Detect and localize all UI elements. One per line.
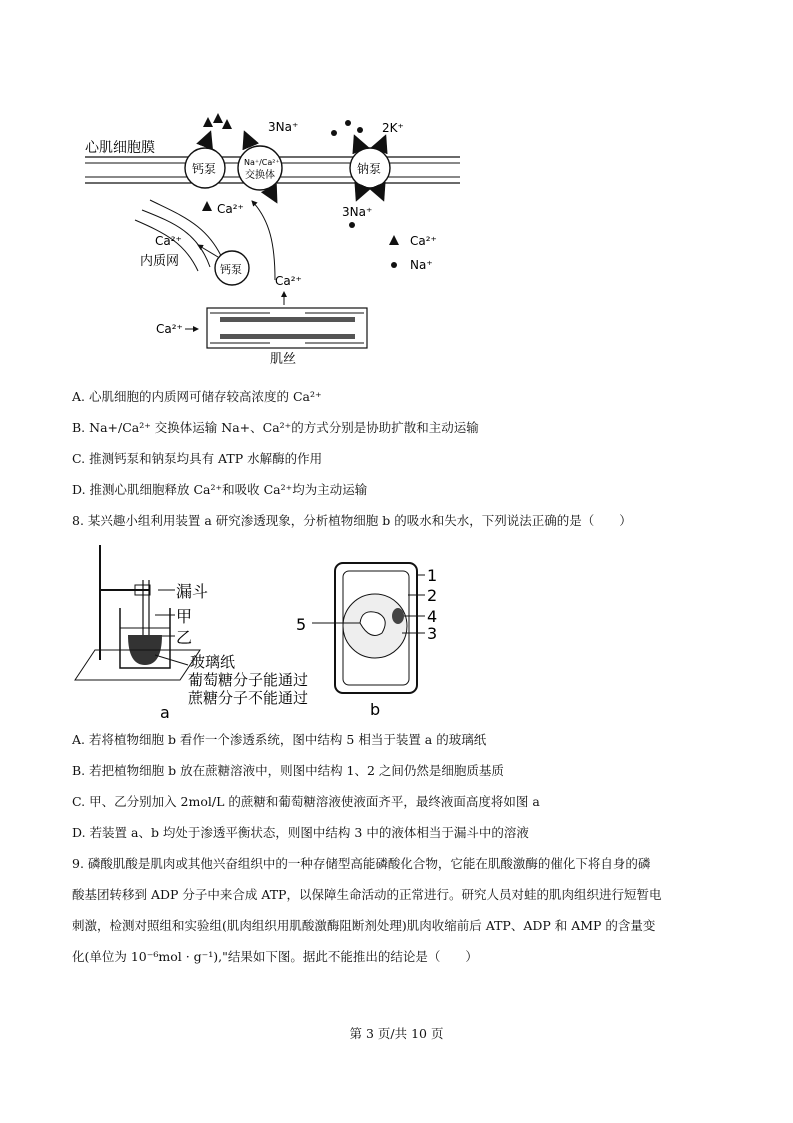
na-dot-icon — [345, 120, 351, 126]
q7-option-c: C. 推测钙泵和钠泵均具有 ATP 水解酶的作用 — [72, 451, 323, 466]
membrane-label: 心肌细胞膜 — [85, 140, 155, 156]
struct-2-label: 2 — [427, 586, 438, 605]
ca-in-label: Ca²⁺ — [217, 202, 244, 216]
legend-ca: Ca²⁺ — [410, 234, 437, 248]
svg-text:钙泵: 钙泵 — [220, 263, 242, 276]
glucose-note: 葡萄糖分子能通过 — [188, 671, 309, 689]
funnel-label: 漏斗 — [176, 582, 209, 601]
left-ca-label: Ca²⁺ — [156, 322, 183, 336]
ca-triangle-icon — [222, 119, 232, 129]
q7-option-a: A. 心肌细胞的内质网可储存较高浓度的 Ca²⁺ — [72, 389, 322, 404]
k-label: 2K⁺ — [382, 121, 404, 135]
legend-dot-icon — [391, 262, 397, 268]
legend-triangle-icon — [389, 235, 399, 245]
er-label: 内质网 — [140, 254, 180, 269]
cardiac-membrane-figure — [80, 105, 465, 375]
fig-b-caption: b — [370, 700, 381, 718]
q8-option-d: D. 若装置 a、b 均处于渗透平衡状态，则图中结构 3 中的液体相当于漏斗中的溶液 — [72, 825, 529, 840]
filament-ca-label: Ca²⁺ — [275, 274, 302, 288]
q8-stem: 8. 某兴趣小组利用装置 a 研究渗透现象，分析植物细胞 b 的吸水和失水，下列说法正确的是（ ） — [72, 513, 632, 528]
yi-label: 乙 — [176, 628, 193, 647]
q7-option-d: D. 推测心肌细胞释放 Ca²⁺和吸收 Ca²⁺均为主动运输 — [72, 482, 368, 497]
q9-line-2: 酸基团转移到 ADP 分子中来合成 ATP，以保障生命活动的正常进行。研究人员对蛙的肌肉组织进行短暂电 — [72, 887, 662, 902]
q8-option-a: A. 若将植物细胞 b 看作一个渗透系统，图中结构 5 相当于装置 a 的玻璃纸 — [72, 732, 487, 747]
filament-label: 肌丝 — [270, 352, 297, 367]
svg-text:交换体: 交换体 — [245, 170, 275, 181]
sucrose-note: 蔗糖分子不能通过 — [188, 689, 309, 707]
ca-triangle-icon — [202, 201, 212, 211]
q7-option-b: B. Na+/Ca²⁺ 交换体运输 Na+、Ca²⁺的方式分别是协助扩散和主动运输 — [72, 420, 479, 435]
myofilament-box — [207, 308, 367, 348]
ca-triangle-icon — [203, 117, 213, 127]
q9-line-3: 刺激，检测对照组和实验组(肌肉组织用肌酸激酶阻断剂处理)肌肉收缩前后 ATP、ADP 和 AMP 的含量变 — [72, 918, 656, 933]
jia-label: 甲 — [176, 607, 193, 626]
plant-cell-figure — [290, 553, 470, 718]
na-ca-exchanger — [238, 146, 282, 190]
q8-option-b: B. 若把植物细胞 b 放在蔗糖溶液中，则图中结构 1、2 之间仍然是细胞质基质 — [72, 763, 504, 778]
na-out-label: 3Na⁺ — [268, 120, 299, 134]
page-footer: 第 3 页/共 10 页 — [349, 1026, 444, 1041]
ca-triangle-icon — [213, 113, 223, 123]
q9-line-4: 化(单位为 10⁻⁶mol · g⁻¹),"结果如下图。据此不能推出的结论是（ ） — [72, 949, 478, 964]
legend-na: Na⁺ — [410, 258, 433, 272]
svg-text:钠泵: 钠泵 — [357, 162, 382, 176]
na-dot-icon — [349, 222, 355, 228]
na-in-label: 3Na⁺ — [342, 205, 373, 219]
cellophane-label: 玻璃纸 — [190, 653, 236, 671]
struct-5-label: 5 — [296, 615, 307, 634]
struct-4-label: 4 — [427, 607, 438, 626]
q8-option-c: C. 甲、乙分别加入 2mol/L 的蔗糖和葡萄糖溶液使液面齐平，最终液面高度将如图 a — [72, 794, 540, 809]
na-dot-icon — [331, 130, 337, 136]
struct-1-label: 1 — [427, 566, 438, 585]
q9-line-1: 9. 磷酸肌酸是肌肉或其他兴奋组织中的一种存储型高能磷酸化合物，它能在肌酸激酶的催化下将自身的磷 — [72, 856, 651, 871]
svg-text:钙泵: 钙泵 — [192, 162, 217, 176]
fig-a-caption: a — [160, 703, 170, 720]
struct-3-label: 3 — [427, 624, 438, 643]
svg-text:Na⁺/Ca²⁺: Na⁺/Ca²⁺ — [244, 158, 280, 167]
na-dot-icon — [357, 127, 363, 133]
er-ca-label: Ca²⁺ — [155, 234, 182, 248]
